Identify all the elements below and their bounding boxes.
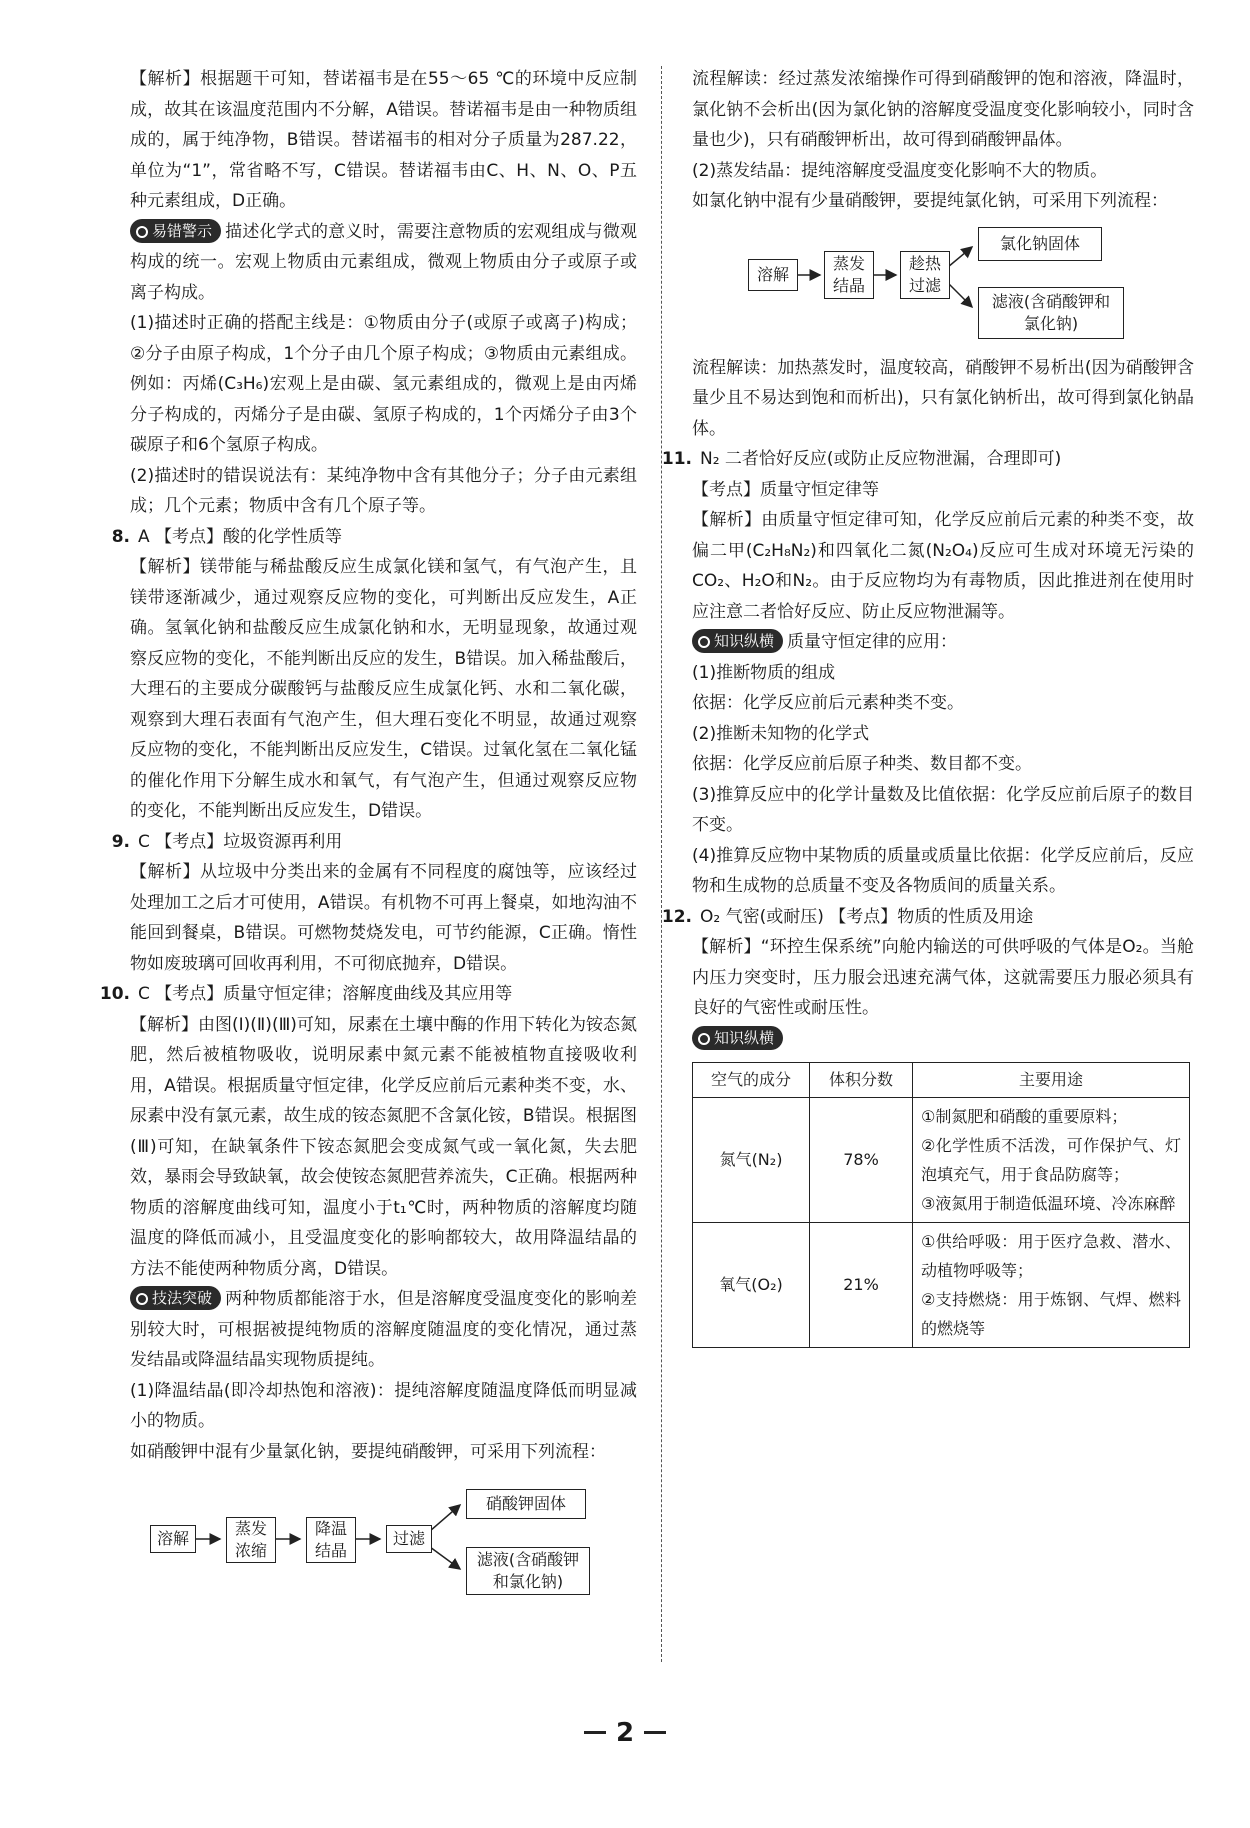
flow1-reading: 流程解读：经过蒸发浓缩操作可得到硝酸钾的饱和溶液，降温时，氯化钠不会析出(因为氯化钠的溶解度受温度变化影响较小，同时含量也少)，只有硝酸钾析出，故可得到硝酸钾晶体。 bbox=[692, 69, 1194, 150]
q12-header: 12. O₂ 气密(或耐压) 【考点】物质的性质及用途 bbox=[661, 906, 1034, 927]
q11-point: 【考点】质量守恒定律等 bbox=[692, 479, 879, 500]
q11-knowledge: 知识纵横 质量守恒定律的应用： bbox=[692, 627, 1194, 658]
q7-point-1: (1)描述时正确的搭配主线是：①物质由分子(或原子或离子)构成；②分子由原子构成，1个分子由几个原子构成；③物质由元素组成。例如：丙烯(C₃H₆)宏观上是由碳、氢元素组成的，微观上是由丙烯分子构成的，丙烯分子是由碳、氢原子构成的，1个丙烯分子由3个碳原子和6个氢原子构成。 bbox=[130, 313, 637, 455]
flow2-hot-filter: 趁热过滤 bbox=[900, 251, 950, 299]
dash-right bbox=[644, 1731, 666, 1734]
flow1-filter: 过滤 bbox=[386, 1525, 432, 1553]
flow-chart-cooling bbox=[130, 1473, 637, 1597]
warning-badge: 易错警示 bbox=[130, 219, 221, 243]
table-cell-component: 氮气(N₂) bbox=[693, 1098, 810, 1223]
column-divider bbox=[661, 66, 662, 1662]
q9-analysis: 【解析】从垃圾中分类出来的金属有不同程度的腐蚀等，应该经过处理加工之后才可使用，A错误。有机物不可再上餐桌，如地沟油不能回到餐桌，B错误。可燃物焚烧发电，可节约能源，C正确。惰性物如废玻璃可回收再利用，不可彻底抛弃，D错误。 bbox=[130, 862, 637, 974]
flow1-dissolve: 溶解 bbox=[150, 1525, 196, 1553]
q10-cool-crystallization: (1)降温结晶(即冷却热饱和溶液)：提纯溶解度随温度降低而明显减小的物质。 bbox=[130, 1380, 637, 1431]
flow2-filtrate: 滤液(含硝酸钾和氯化钠) bbox=[978, 287, 1124, 339]
right-column bbox=[661, 64, 1194, 1348]
q12-analysis: 【解析】“环控生保系统”向舱内输送的可供呼吸的气体是O₂。当舱内压力突变时，压力服会迅速充满气体，这就需要压力服必须具有良好的气密性或耐压性。 bbox=[692, 937, 1194, 1018]
q7-warning: 易错警示 描述化学式的意义时，需要注意物质的宏观组成与微观构成的统一。宏观上物质由元素组成，微观上物质由分子或原子或离子构成。 bbox=[130, 217, 637, 309]
q10-cool-example: 如硝酸钾中混有少量氯化钠，要提纯硝酸钾，可采用下列流程： bbox=[130, 1441, 606, 1462]
q11-k3: (3)推算反应中的化学计量数及比值依据：化学反应前后原子的数目不变。 bbox=[692, 784, 1194, 835]
q11-k4: (4)推算反应物中某物质的质量或质量比依据：化学反应前后，反应物和生成物的总质量不变及各物质间的质量关系。 bbox=[692, 845, 1194, 896]
dash-left bbox=[584, 1731, 606, 1734]
flow1-evaporate: 蒸发浓缩 bbox=[226, 1517, 276, 1563]
flow2-evaporate: 蒸发结晶 bbox=[824, 251, 874, 299]
q7-point-2: (2)描述时的错误说法有：某纯净物中含有其他分子；分子由元素组成；几个元素；物质中含有几个原子等。 bbox=[130, 465, 637, 516]
evaporation-example: 如氯化钠中混有少量硝酸钾，要提纯氯化钠，可采用下列流程： bbox=[692, 191, 1168, 211]
table-row bbox=[693, 1223, 1190, 1348]
q7-analysis: 【解析】根据题干可知，替诺福韦是在55～65 ℃的环境中反应制成，故其在该温度范围内不分解，A错误。替诺福韦是由一种物质组成的，属于纯净物，B错误。替诺福韦的相对分子质量为287.22，单位为“1”，常省略不写，C错误。替诺福韦由C、H、N、O、P五种元素组成，D正确。 bbox=[130, 69, 637, 211]
evaporation-title: (2)蒸发结晶：提纯溶解度受温度变化影响不大的物质。 bbox=[692, 160, 1108, 181]
q11-header: 11. N₂ 二者恰好反应(或防止反应物泄漏，合理即可) bbox=[661, 449, 1062, 469]
q12-knowledge bbox=[692, 1024, 1194, 1055]
q11-analysis: 【解析】由质量守恒定律可知，化学反应前后元素的种类不变，故偏二甲(C₂H₈N₂)和四氧化二氮(N₂O₄)反应可生成对环境无污染的CO₂、H₂O和N₂。由于反应物均为有毒物质，因此推进剂在使用时应注意二者恰好反应、防止反应物泄漏等。 bbox=[692, 510, 1194, 622]
q8-header: 8. A 【考点】酸的化学性质等 bbox=[111, 526, 343, 547]
table-header: 体积分数 bbox=[810, 1063, 913, 1098]
flow-chart-evaporation bbox=[692, 223, 1194, 347]
knowledge-badge: 知识纵横 bbox=[692, 629, 783, 653]
q10-analysis: 【解析】由图(Ⅰ)(Ⅱ)(Ⅲ)可知，尿素在土壤中酶的作用下转化为铵态氮肥，然后被植物吸收，说明尿素中氮元素不能被植物直接吸收利用，A错误。根据质量守恒定律，化学反应前后元素种类不变，水、尿素中没有氯元素，故生成的铵态氮肥不含氯化铵，B错误。根据图(Ⅲ)可知，在缺氧条件下铵态氮肥会变成氮气或一氧化氮，失去肥效，暴雨会导致缺氧，故会使铵态氮肥营养流失，C正确。根据两种物质的溶解度曲线可知，温度小于t₁℃时，两种物质的溶解度均随温度的降低而减小，且受温度变化的影响都较大，故用降温结晶的方法不能使两种物质分离，D错误。 bbox=[130, 1014, 637, 1279]
pin-icon bbox=[136, 1293, 148, 1305]
table-header: 空气的成分 bbox=[693, 1063, 810, 1098]
table-cell-fraction: 21% bbox=[810, 1223, 913, 1348]
table-header: 主要用途 bbox=[913, 1063, 1190, 1098]
table-cell-uses: ①制氮肥和硝酸的重要原料； ②化学性质不活泼，可作保护气、灯泡填充气，用于食品防腐等； ③液氮用于制造低温环境、冷冻麻醉 bbox=[913, 1098, 1190, 1223]
table-cell-uses: ①供给呼吸：用于医疗急救、潜水、动植物呼吸等； ②支持燃烧：用于炼钢、气焊、燃料的燃烧等 bbox=[913, 1223, 1190, 1348]
knowledge-badge: 知识纵横 bbox=[692, 1026, 783, 1050]
q11-k2-basis: 依据：化学反应前后原子种类、数目都不变。 bbox=[692, 754, 1032, 774]
table-cell-fraction: 78% bbox=[810, 1098, 913, 1223]
q11-k1: (1)推断物质的组成 bbox=[692, 662, 836, 683]
flow1-filtrate: 滤液(含硝酸钾和氯化钠) bbox=[466, 1547, 590, 1595]
q11-k2: (2)推断未知物的化学式 bbox=[692, 723, 870, 744]
page-number: 2 bbox=[0, 1718, 1250, 1749]
pin-icon bbox=[136, 226, 148, 238]
table-cell-component: 氧气(O₂) bbox=[693, 1223, 810, 1348]
flow2-dissolve: 溶解 bbox=[748, 259, 798, 291]
q8-analysis: 【解析】镁带能与稀盐酸反应生成氯化镁和氢气，有气泡产生，且镁带逐渐减少，通过观察反应物的变化，可判断出反应发生，A正确。氢氧化钠和盐酸反应生成氯化钠和水，无明显现象，故通过观察反应物的变化，不能判断出反应的发生，B错误。加入稀盐酸后，大理石的主要成分碳酸钙与盐酸反应生成氯化钙、水和二氧化碳，观察到大理石表面有气泡产生，但大理石变化不明显，故通过观察反应物的变化，不能判断出反应发生，C错误。过氧化氢在二氧化锰的催化作用下分解生成水和氧气，有气泡产生，但通过观察反应物的变化，不能判断出反应发生，D错误。 bbox=[130, 557, 637, 821]
left-column bbox=[99, 64, 637, 1603]
flow2-solid: 氯化钠固体 bbox=[978, 227, 1102, 261]
flow2-reading: 流程解读：加热蒸发时，温度较高，硝酸钾不易析出(因为硝酸钾含量少且不易达到饱和而析出)，只有氯化钠析出，故可得到氯化钠晶体。 bbox=[692, 357, 1194, 439]
air-composition-table bbox=[692, 1062, 1190, 1348]
flow1-solid: 硝酸钾固体 bbox=[466, 1489, 586, 1519]
table-header-row bbox=[693, 1063, 1190, 1098]
pin-icon bbox=[698, 1033, 710, 1045]
q9-header: 9. C 【考点】垃圾资源再利用 bbox=[111, 831, 343, 852]
q11-k1-basis: 依据：化学反应前后元素种类不变。 bbox=[692, 693, 964, 713]
table-row bbox=[693, 1098, 1190, 1223]
q10-tip: 技法突破 两种物质都能溶于水，但是溶解度受温度变化的影响差别较大时，可根据被提纯物质的溶解度随温度的变化情况，通过蒸发结晶或降温结晶实现物质提纯。 bbox=[130, 1284, 637, 1376]
flow1-cool: 降温结晶 bbox=[306, 1517, 356, 1563]
technique-badge: 技法突破 bbox=[130, 1286, 221, 1310]
q10-header: 10. C 【考点】质量守恒定律；溶解度曲线及其应用等 bbox=[99, 984, 513, 1004]
pin-icon bbox=[698, 636, 710, 648]
